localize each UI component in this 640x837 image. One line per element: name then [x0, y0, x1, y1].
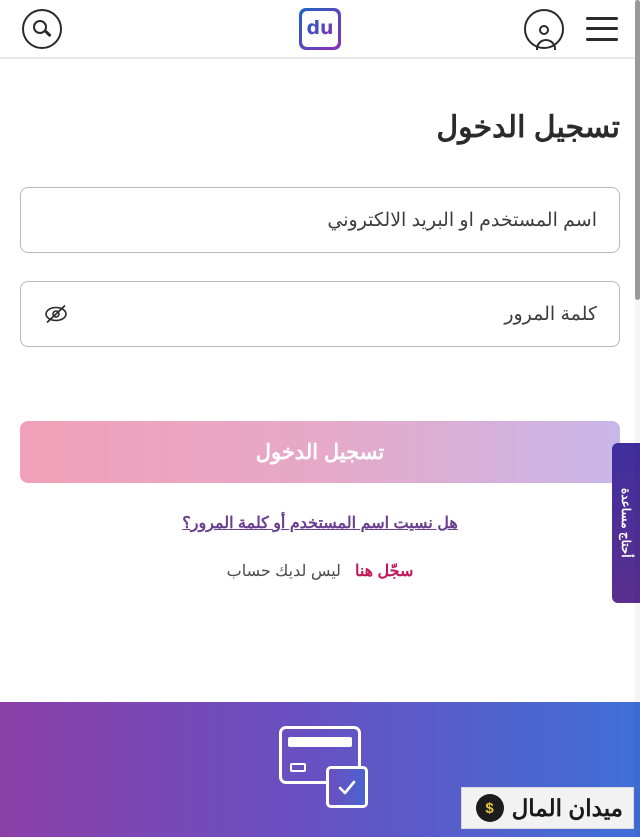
card-stripe: [288, 737, 352, 747]
magnifier-handle: [44, 29, 51, 36]
du-logo-inner: [302, 11, 338, 47]
hamburger-line: [586, 38, 618, 41]
person-head-shape: [539, 25, 549, 35]
search-circle-icon[interactable]: [22, 9, 62, 49]
watermark-text: ميدان المال: [511, 794, 623, 821]
watermark-logo: $: [476, 794, 504, 822]
page-scrollbar[interactable]: [635, 0, 640, 837]
check-box-icon: [326, 766, 368, 808]
scrollbar-thumb[interactable]: [635, 0, 640, 300]
signup-row: [20, 561, 620, 581]
hamburger-menu-icon[interactable]: [586, 17, 618, 41]
magnifier-shape: [33, 20, 51, 38]
forgot-credentials-link[interactable]: هل نسيت اسم المستخدم أو كلمة المرور؟: [182, 515, 458, 532]
eye-off-icon[interactable]: [43, 301, 69, 327]
du-logo-text: du: [306, 17, 334, 39]
person-body-shape: [536, 39, 556, 50]
password-field-label: كلمة المرور: [504, 303, 597, 325]
hamburger-line: [586, 27, 618, 30]
top-bar-left-group: [524, 9, 618, 49]
password-field[interactable]: [20, 281, 620, 347]
person-circle-icon[interactable]: [524, 9, 564, 49]
login-submit-button[interactable]: تسجيل الدخول: [20, 421, 620, 483]
page-title: تسجيل الدخول: [436, 111, 620, 144]
hamburger-line: [586, 17, 618, 20]
watermark: [461, 787, 634, 829]
username-field-label: اسم المستخدم او البريد الالكتروني: [327, 209, 597, 231]
login-form-area: [0, 60, 640, 700]
username-field[interactable]: [20, 187, 620, 253]
card-chip: [290, 763, 306, 772]
signup-text: ليس لديك حساب: [226, 563, 341, 580]
signup-link[interactable]: سجّل هنا: [354, 563, 414, 580]
top-bar: [0, 0, 640, 57]
need-help-tab[interactable]: أحتاج مساعدة: [612, 443, 640, 603]
du-logo[interactable]: [299, 8, 341, 50]
